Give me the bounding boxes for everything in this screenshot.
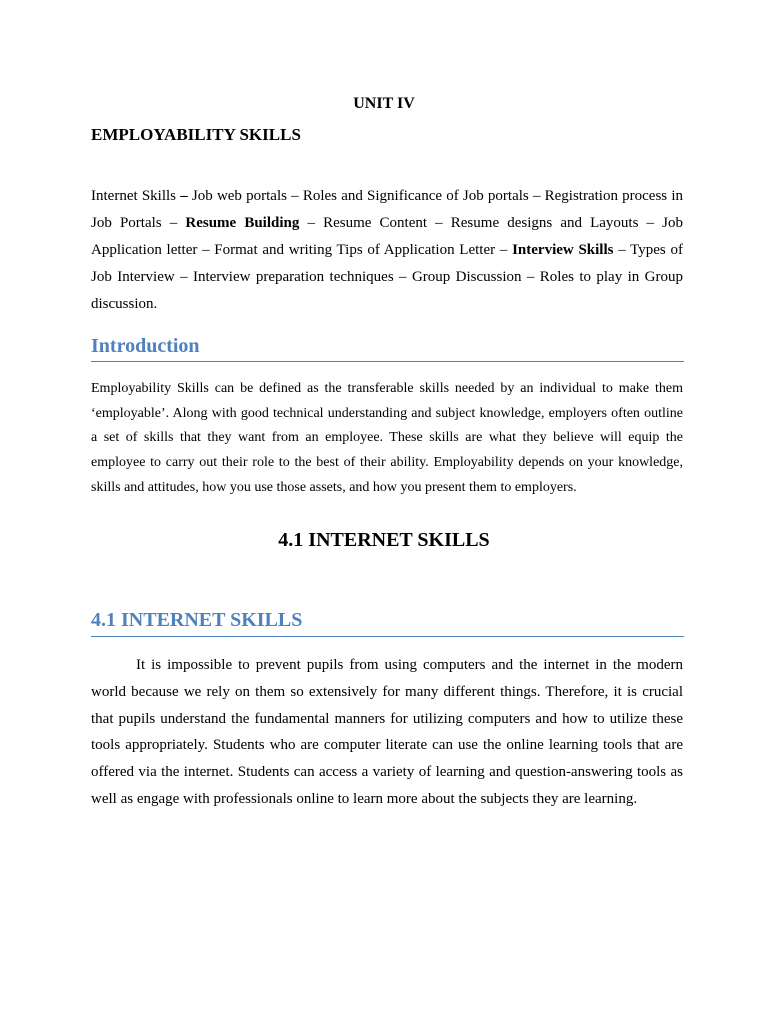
section-title-centered: 4.1 INTERNET SKILLS: [278, 529, 490, 551]
syllabus-dash: –: [180, 188, 188, 204]
syllabus-text: – Types of Job Interview – Interview preparation techniques – Group Discussion – Roles to play in Group discussion.: [91, 242, 683, 312]
syllabus-topic-resume-building: Resume Building: [185, 215, 300, 231]
syllabus-text: Job web portals – Roles and Significance of Job portals – Registration process in Job Portals –: [91, 188, 683, 231]
syllabus-text: Internet Skills: [91, 188, 181, 204]
internet-skills-paragraph: It is impossible to prevent pupils from using computers and the internet in the modern world because we rely on them so extensively for many different things. Therefore, it is crucial that pupils understand the fundamental manners for utilizing computers and how to utilize these tools appropriately. Students who are computer literate can use the online learning tools that are offered via the internet. Students can access a variety of learning and question-answering tools as well as engage with professionals online to learn more about the subjects they are learning.: [91, 657, 683, 807]
syllabus-text: – Resume Content – Resume designs and Layouts – Job Application letter – Format and writing Tips of Application Letter –: [91, 215, 684, 258]
introduction-paragraph: Employability Skills can be defined as the transferable skills needed by an individual to make them ‘employable’. Along with good technical understanding and subject knowledge, employers often outline a set of skills that they want from an employee. These skills are what they believe will equip the employee to carry out their role to the best of their ability. Employability depends on your knowledge, skills and attitudes, how you use those assets, and how you present them to employers.: [91, 381, 683, 495]
unit-title: UNIT IV: [353, 95, 415, 112]
chapter-title: EMPLOYABILITY SKILLS: [91, 125, 301, 144]
introduction-heading: Introduction: [91, 334, 684, 362]
section-heading: 4.1 INTERNET SKILLS: [91, 608, 684, 637]
syllabus-paragraph: [91, 183, 683, 318]
syllabus-topic-interview-skills: Interview Skills: [512, 242, 614, 258]
